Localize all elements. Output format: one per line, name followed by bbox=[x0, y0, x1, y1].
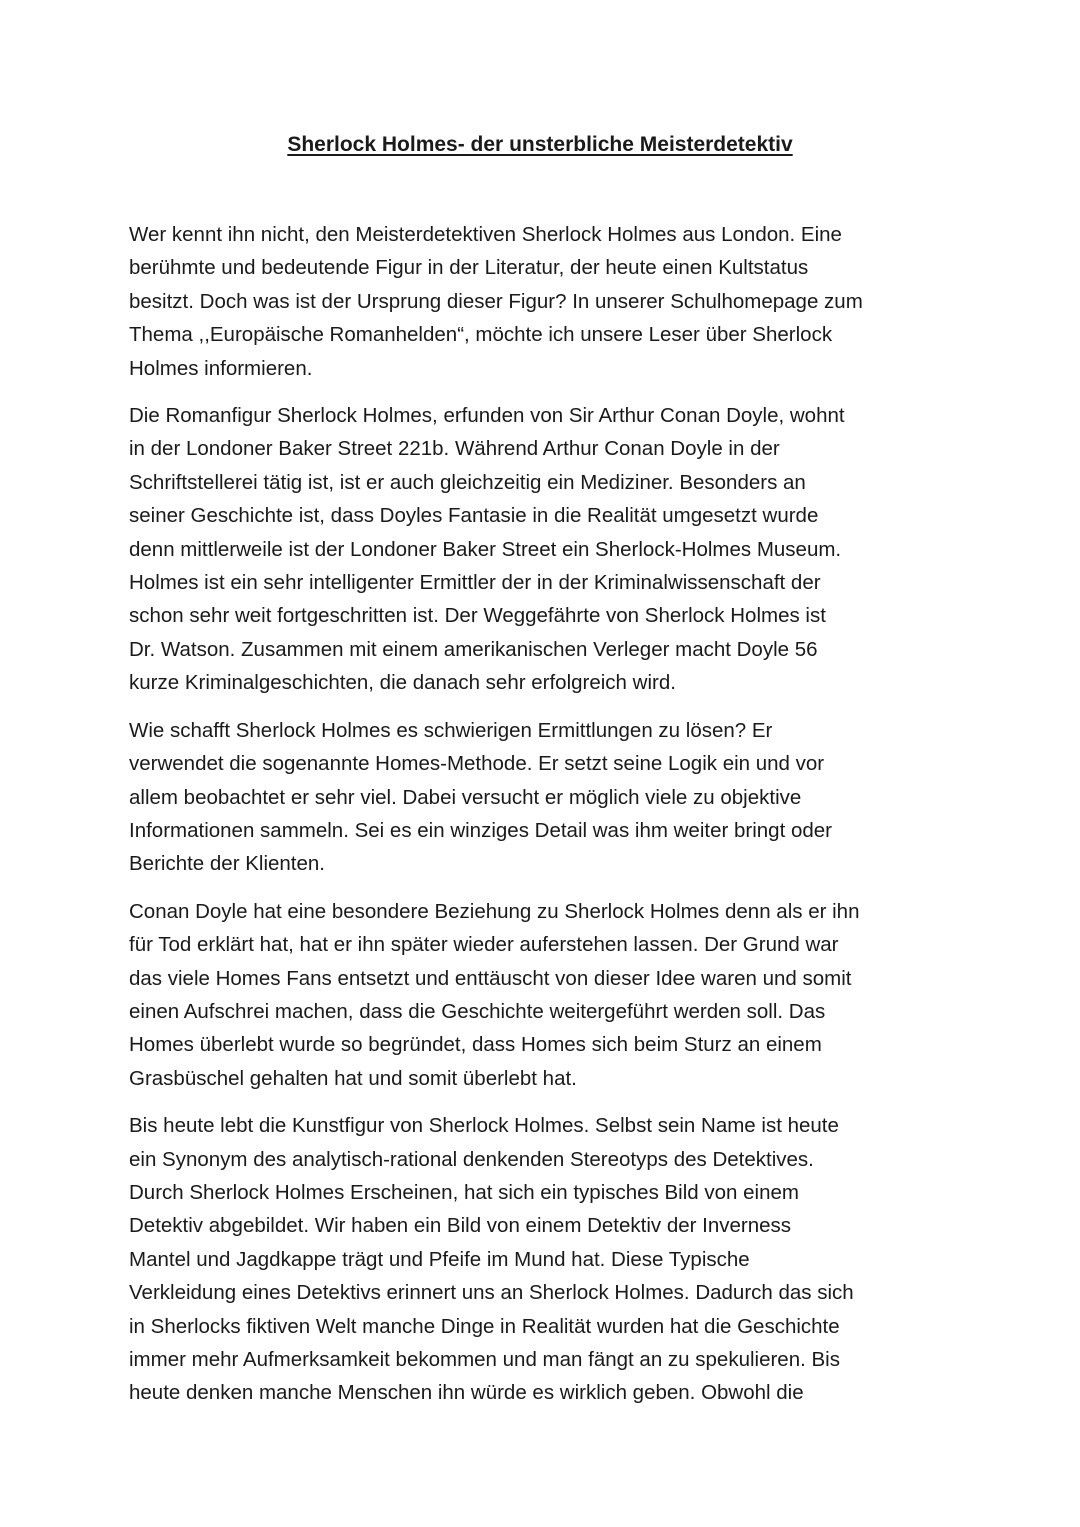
text-line: besitzt. Doch was ist der Ursprung dieser Figur? In unserer Schulhomepage zum bbox=[129, 289, 863, 313]
text-line: Dr. Watson. Zusammen mit einem amerikanischen Verleger macht Doyle 56 bbox=[129, 637, 818, 661]
text-line: ein Synonym des analytisch-rational denkenden Stereotyps des Detektives. bbox=[129, 1147, 814, 1171]
text-line: immer mehr Aufmerksamkeit bekommen und man fängt an zu spekulieren. Bis bbox=[129, 1348, 840, 1371]
text-line: das viele Homes Fans entsetzt und enttäuscht von dieser Idee waren und somit bbox=[129, 966, 852, 990]
text-line: Die Romanfigur Sherlock Holmes, erfunden von Sir Arthur Conan Doyle, wohnt bbox=[129, 404, 845, 428]
document-body bbox=[129, 218, 959, 1424]
text-line: Verkleidung eines Detektivs erinnert uns an Sherlock Holmes. Dadurch das sich bbox=[129, 1281, 854, 1305]
text-line: Wie schafft Sherlock Holmes es schwierigen Ermittlungen zu lösen? Er bbox=[129, 718, 773, 742]
text-line: für Tod erklärt hat, hat er ihn später wieder auferstehen lassen. Der Grund war bbox=[129, 933, 839, 957]
text-line: einen Aufschrei machen, dass die Geschichte weitergeführt werden soll. Das bbox=[129, 999, 826, 1023]
text-line: Bis heute lebt die Kunstfigur von Sherlock Holmes. Selbst sein Name ist heute bbox=[129, 1114, 839, 1138]
text-line: Conan Doyle hat eine besondere Beziehung zu Sherlock Holmes denn als er ihn bbox=[129, 899, 860, 923]
paragraph-method bbox=[129, 714, 959, 881]
text-line: denn mittlerweile ist der Londoner Baker Street ein Sherlock-Holmes Museum. bbox=[129, 537, 842, 561]
paragraph-legacy bbox=[129, 1109, 959, 1410]
text-line: heute denken manche Menschen ihn würde es wirklich geben. Obwohl die bbox=[129, 1381, 804, 1405]
text-line: Informationen sammeln. Sei es ein winziges Detail was ihm weiter bringt oder bbox=[129, 818, 833, 842]
text-line: Homes überlebt wurde so begründet, dass Homes sich beim Sturz an einem bbox=[129, 1033, 822, 1057]
text-line: Mantel und Jagdkappe trägt und Pfeife im Mund hat. Diese Typische bbox=[129, 1247, 750, 1271]
paragraph-origin bbox=[129, 399, 959, 700]
text-line: Berichte der Klienten. bbox=[129, 852, 326, 876]
text-line: schon sehr weit fortgeschritten ist. Der Weggefährte von Sherlock Holmes ist bbox=[129, 604, 826, 628]
text-line: Thema ,,Europäische Romanhelden“, möchte ich unsere Leser über Sherlock bbox=[129, 323, 833, 347]
text-line: allem beobachtet er sehr viel. Dabei versucht er möglich viele zu objektive bbox=[129, 785, 802, 809]
text-line: Durch Sherlock Holmes Erscheinen, hat sich ein typisches Bild von einem bbox=[129, 1180, 799, 1204]
text-line: Wer kennt ihn nicht, den Meisterdetektiven Sherlock Holmes aus London. Eine bbox=[129, 223, 842, 246]
text-line: verwendet die sogenannte Homes-Methode. Er setzt seine Logik ein und vor bbox=[129, 752, 825, 776]
text-line: Holmes ist ein sehr intelligenter Ermittler der in der Kriminalwissenschaft der bbox=[129, 571, 821, 595]
text-line: Grasbüschel gehalten hat und somit überlebt hat. bbox=[129, 1066, 577, 1090]
text-line: Detektiv abgebildet. Wir haben ein Bild von einem Detektiv der Inverness bbox=[129, 1214, 792, 1238]
paragraph-intro bbox=[129, 218, 959, 385]
text-line: in Sherlocks fiktiven Welt manche Dinge in Realität wurden hat die Geschichte bbox=[129, 1314, 840, 1338]
text-line: in der Londoner Baker Street 221b. Während Arthur Conan Doyle in der bbox=[129, 437, 780, 461]
paragraph-relationship bbox=[129, 895, 959, 1095]
text-line: Holmes informieren. bbox=[129, 356, 313, 380]
text-line: kurze Kriminalgeschichten, die danach sehr erfolgreich wird. bbox=[129, 671, 676, 695]
text-line: seiner Geschichte ist, dass Doyles Fantasie in die Realität umgesetzt wurde bbox=[129, 504, 819, 528]
document-title: Sherlock Holmes- der unsterbliche Meisterdetektiv bbox=[287, 133, 793, 156]
text-line: berühmte und bedeutende Figur in der Literatur, der heute einen Kultstatus bbox=[129, 256, 809, 280]
text-line: Schriftstellerei tätig ist, ist er auch gleichzeitig ein Mediziner. Besonders an bbox=[129, 470, 806, 494]
